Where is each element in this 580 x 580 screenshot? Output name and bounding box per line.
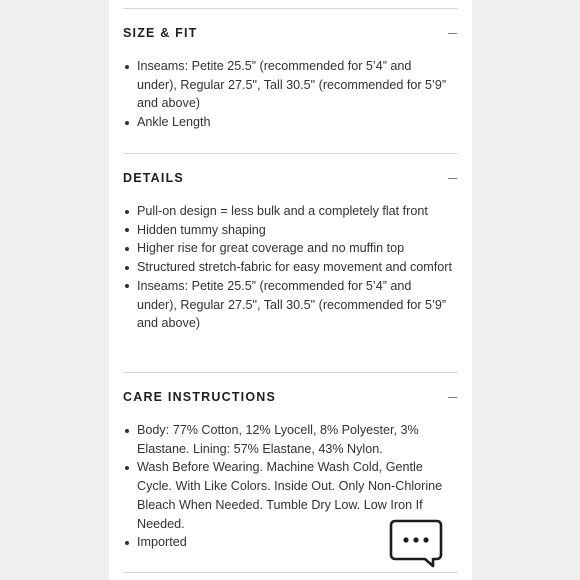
size-fit-list <box>123 57 453 132</box>
section-title: SIZE & FIT <box>123 26 198 40</box>
list-item: Inseams: Petite 25.5” (recommended for 5’4” and under), Regular 27.5", Tall 30.5" (recommended for 5’9” and above) <box>123 277 453 333</box>
chat-button[interactable] <box>389 519 443 569</box>
list-item: Inseams: Petite 25.5” (recommended for 5’4” and under), Regular 27.5", Tall 30.5" (recommended for 5’9” and above) <box>123 57 453 113</box>
minus-icon[interactable] <box>447 392 458 403</box>
product-info-panel <box>109 0 472 580</box>
chat-bubble-icon <box>389 519 443 569</box>
size-fit-header[interactable] <box>123 22 458 44</box>
list-item: Wash Before Wearing. Machine Wash Cold, Gentle Cycle. With Like Colors. Inside Out. Only Non-Chlorine Bleach When Needed. Tumble Dry Low. Low Iron If Needed. <box>123 458 453 533</box>
section-title: CARE INSTRUCTIONS <box>123 390 277 404</box>
list-item: Higher rise for great coverage and no muffin top <box>123 239 453 258</box>
section-divider <box>123 153 458 154</box>
list-item: Pull-on design = less bulk and a completely flat front <box>123 202 453 221</box>
details-header[interactable] <box>123 167 458 189</box>
minus-icon[interactable] <box>447 173 458 184</box>
section-divider <box>123 8 458 9</box>
section-title: DETAILS <box>123 171 184 185</box>
care-instructions-header[interactable] <box>123 386 458 408</box>
details-list <box>123 202 453 333</box>
section-divider <box>123 372 458 373</box>
list-item: Hidden tummy shaping <box>123 221 453 240</box>
minus-icon[interactable] <box>447 28 458 39</box>
list-item: Body: 77% Cotton, 12% Lyocell, 8% Polyester, 3% Elastane. Lining: 57% Elastane, 43% Nylon. <box>123 421 453 458</box>
section-divider <box>123 572 458 573</box>
list-item: Ankle Length <box>123 113 453 132</box>
list-item: Imported <box>123 533 453 552</box>
list-item: Structured stretch-fabric for easy movement and comfort <box>123 258 453 277</box>
